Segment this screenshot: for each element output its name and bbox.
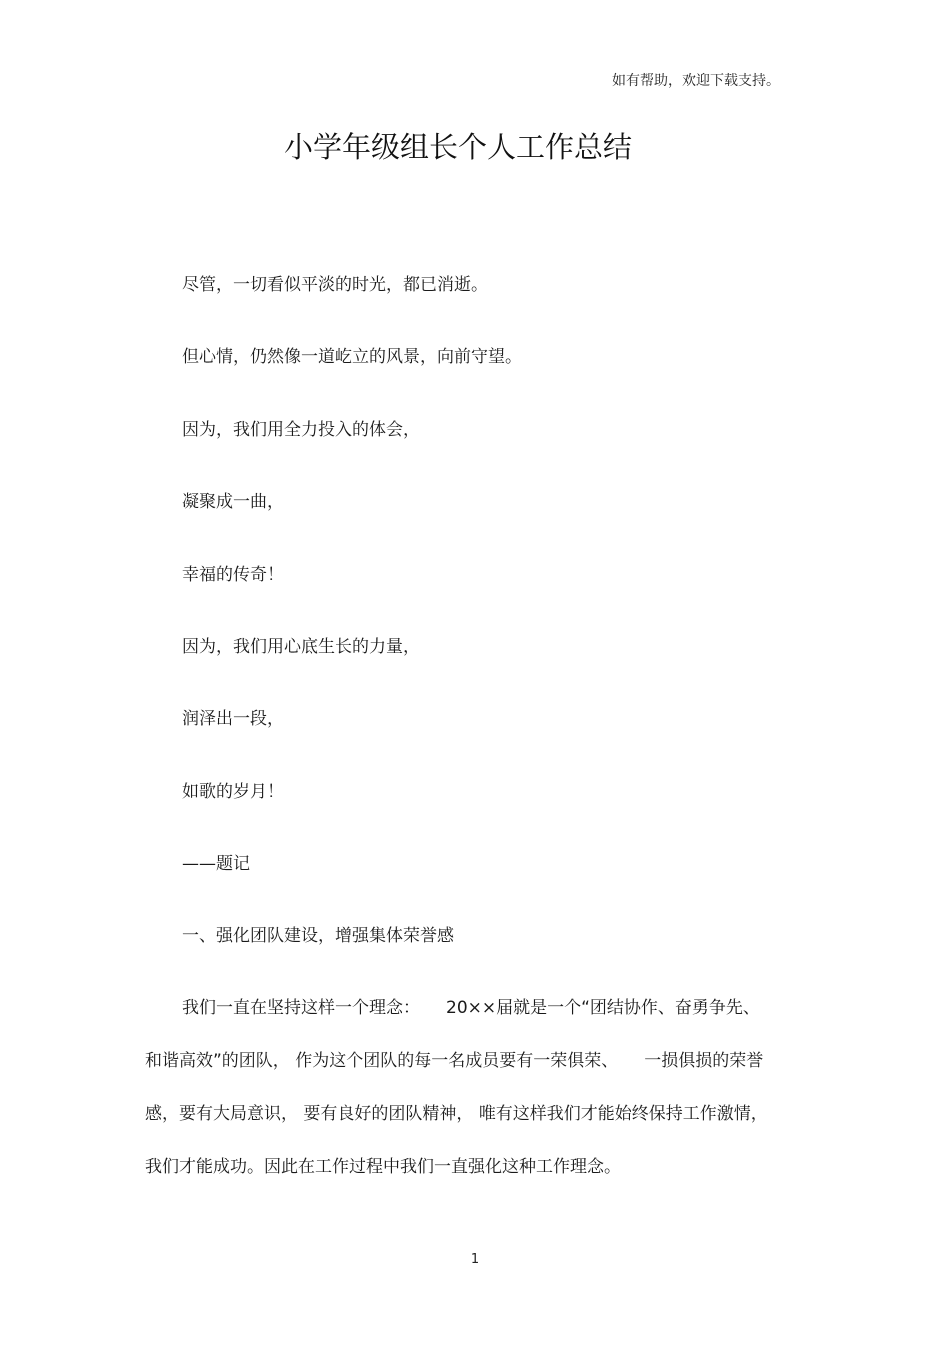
header-note: 如有帮助，欢迎下载支持。 xyxy=(612,73,780,89)
paragraph-line xyxy=(145,1048,805,1101)
paragraph-line xyxy=(145,995,805,1048)
epigraph-poem xyxy=(182,272,522,924)
poem-line: 尽管，一切看似平淡的时光，都已消逝。 xyxy=(182,275,488,295)
poem-line: 润泽出一段， xyxy=(182,709,284,730)
epigraph-attribution: ——题记 xyxy=(182,854,250,875)
paragraph-text: 我们一直在坚持这样一个理念： xyxy=(182,998,420,1018)
paragraph-line xyxy=(145,1154,805,1207)
section-heading: 一、强化团队建设，增强集体荣誉感 xyxy=(182,926,454,946)
poem-line: 因为，我们用全力投入的体会， xyxy=(182,419,420,440)
paragraph-text: 唯有这样我们才能始终保持工作激情， xyxy=(478,1104,768,1124)
document-title: 小学年级组长个人工作总结 xyxy=(283,130,632,164)
body-paragraph xyxy=(145,995,805,1207)
paragraph-line xyxy=(145,1101,805,1154)
poem-line: 如歌的岁月！ xyxy=(182,781,284,802)
poem-line: 但心情，仍然像一道屹立的风景，向前守望。 xyxy=(182,347,522,368)
paragraph-text: 要有良好的团队精神， xyxy=(303,1104,474,1124)
page-number: 1 xyxy=(470,1252,480,1267)
paragraph-text: 我们才能成功。因此在工作过程中我们一直强化这种工作理念。 xyxy=(145,1157,621,1177)
paragraph-text: 和谐高效”的团队， xyxy=(145,1051,290,1071)
paragraph-text: 感，要有大局意识， xyxy=(145,1104,298,1124)
paragraph-text: 一损俱损的荣誉 xyxy=(644,1051,764,1071)
paragraph-text: 作为这个团队的每一名成员要有一荣俱荣、 xyxy=(295,1051,619,1071)
poem-line: 凝聚成一曲， xyxy=(182,492,284,513)
poem-line: 幸福的传奇！ xyxy=(182,564,284,585)
poem-line: 因为，我们用心底生长的力量， xyxy=(182,636,420,657)
paragraph-text: 20××届就是一个“团结协作、奋勇争先、 xyxy=(446,998,760,1018)
